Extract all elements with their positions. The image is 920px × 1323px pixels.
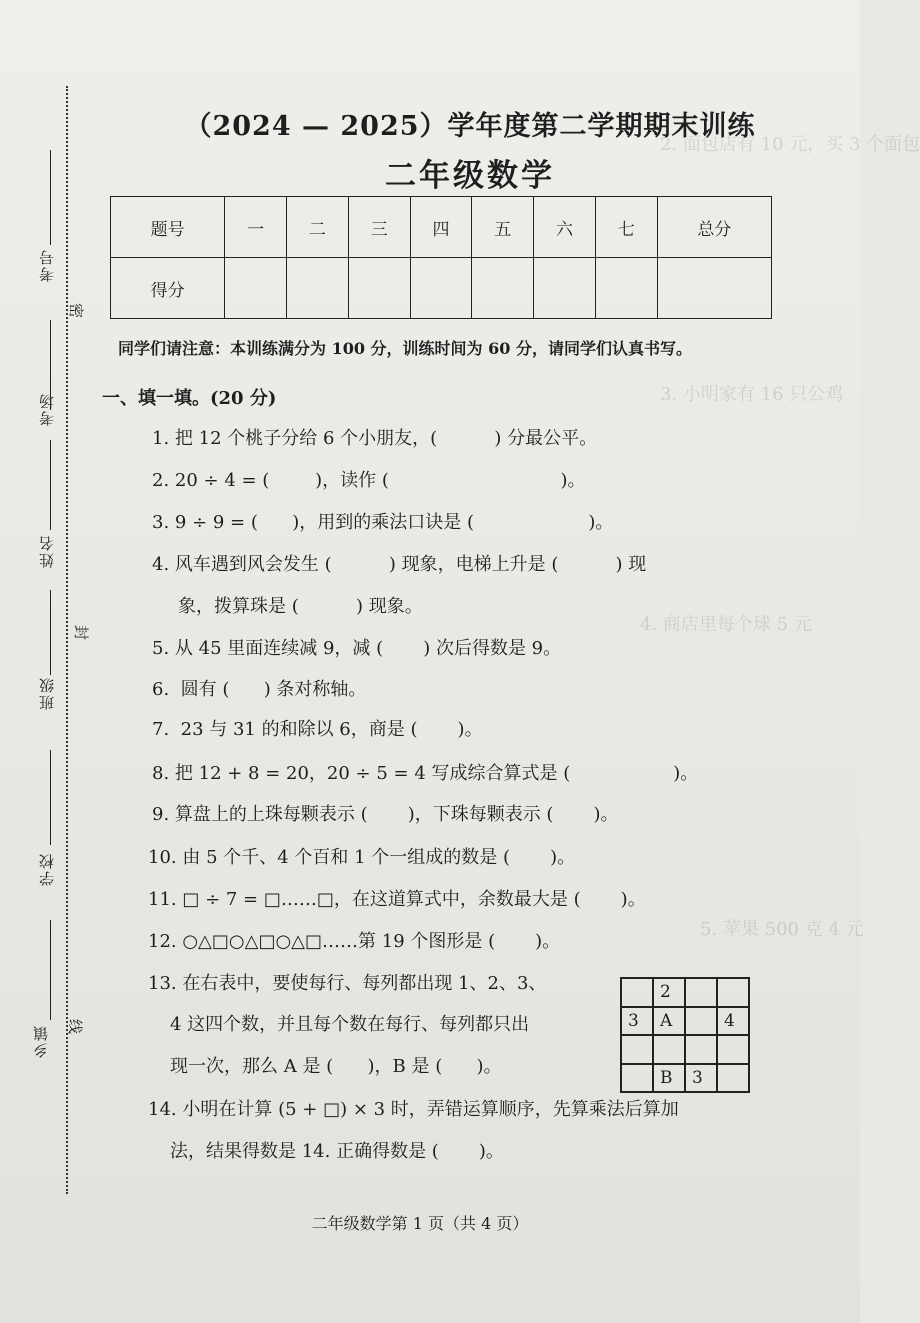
table-cell: 六 (534, 197, 596, 258)
question-14-line-2: 法，结果得数是 14. 正确得数是 ( )。 (170, 1141, 504, 1162)
grid-cell: 3 (621, 1007, 653, 1036)
question-14-line-1: 14. 小明在计算 (5 + □) × 3 时，弄错运算顺序，先算乘法后算加 (148, 1099, 679, 1120)
name-label: 姓名 (38, 534, 56, 568)
score-entry-cell[interactable] (595, 258, 657, 319)
exam-number-line (50, 150, 51, 245)
table-cell: 三 (348, 197, 410, 258)
grid-cell (621, 978, 653, 1007)
page-footer: 二年级数学第 1 页（共 4 页） (311, 1214, 529, 1233)
seal-feng: 封 (72, 624, 91, 641)
question-13-line-1: 13. 在右表中，要使每行、每列都出现 1、2、3、 (148, 973, 547, 994)
grid-cell: 3 (685, 1064, 717, 1093)
bleed-through: 3. 小明家有 16 只公鸡 (660, 384, 844, 405)
class-line (50, 590, 51, 675)
table-cell: 题号 (111, 197, 225, 258)
class-label: 班级 (38, 676, 56, 710)
table-cell: 总分 (657, 197, 771, 258)
question-12: 12. ○△□○△□○△□……第 19 个图形是 ( )。 (148, 931, 561, 952)
score-entry-cell[interactable] (287, 258, 349, 319)
grid-cell (653, 1035, 685, 1064)
grid-cell (717, 1064, 749, 1093)
question-1: 1. 把 12 个桃子分给 6 个小朋友，( ) 分最公平。 (152, 428, 598, 449)
grid-cell (685, 1035, 717, 1064)
question-13-line-2: 4 这四个数，并且每个数在每行、每列都只出 (170, 1014, 530, 1035)
score-entry-cell[interactable] (534, 258, 596, 319)
grid-cell (685, 978, 717, 1007)
grid-cell: 4 (717, 1007, 749, 1036)
township-line (50, 920, 51, 1020)
table-cell: 二 (287, 197, 349, 258)
question-3: 3. 9 ÷ 9 = ( )，用到的乘法口诀是 ( )。 (152, 512, 614, 533)
question-5: 5. 从 45 里面连续减 9，减 ( ) 次后得数是 9。 (152, 638, 562, 659)
number-grid-puzzle (620, 977, 750, 1093)
school-label: 学校 (38, 852, 56, 886)
table-cell: 得分 (111, 258, 225, 319)
score-entry-cell[interactable] (657, 258, 771, 319)
township-label: 乡镇 (32, 1024, 50, 1058)
question-13-line-3: 现一次，那么 A 是 ( )，B 是 ( )。 (170, 1056, 502, 1077)
table-cell: 五 (472, 197, 534, 258)
question-9: 9. 算盘上的上珠每颗表示 ( )，下珠每颗表示 ( )。 (152, 804, 619, 825)
grid-cell (621, 1064, 653, 1093)
score-table (110, 196, 772, 319)
score-entry-cell[interactable] (472, 258, 534, 319)
bleed-through: 4. 商店里每个球 5 元 (640, 614, 812, 635)
score-table-header-row (111, 197, 772, 258)
exam-notice: 同学们请注意：本训练满分为 100 分，训练时间为 60 分，请同学们认真书写。 (118, 339, 692, 358)
question-10: 10. 由 5 个千、4 个百和 1 个一组成的数是 ( )。 (148, 847, 576, 868)
score-entry-cell[interactable] (225, 258, 287, 319)
score-entry-cell[interactable] (410, 258, 472, 319)
question-2: 2. 20 ÷ 4 = ( )，读作 ( )。 (152, 470, 586, 491)
seal-xian: 线 (66, 1018, 85, 1035)
grid-cell: B (653, 1064, 685, 1093)
question-8: 8. 把 12 + 8 = 20，20 ÷ 5 = 4 写成综合算式是 ( )。 (152, 763, 699, 784)
grid-cell (621, 1035, 653, 1064)
question-11: 11. □ ÷ 7 = □……□，在这道算式中，余数最大是 ( )。 (148, 889, 646, 910)
question-6: 6. 圆有 ( ) 条对称轴。 (152, 679, 367, 700)
grid-cell: A (653, 1007, 685, 1036)
exam-title: （2024 — 2025）学年度第二学期期末训练 (184, 111, 756, 142)
name-line (50, 440, 51, 530)
bleed-through: 2. 面包店有 10 元，买 3 个面包 (660, 134, 920, 155)
question-7: 7. 23 与 31 的和除以 6，商是 ( )。 (152, 719, 483, 740)
table-cell: 一 (225, 197, 287, 258)
grid-cell (685, 1007, 717, 1036)
question-4-line-2: 象，拨算珠是 ( ) 现象。 (178, 596, 423, 617)
exam-number-label: 考号 (38, 248, 56, 282)
subject-title: 二年级数学 (385, 158, 555, 194)
section-1-title: 一、填一填。(20 分) (102, 388, 277, 409)
school-line (50, 750, 51, 845)
score-entry-cell[interactable] (348, 258, 410, 319)
bleed-through: 5. 苹果 500 克 4 元 (700, 919, 864, 940)
score-table-score-row (111, 258, 772, 319)
table-cell: 七 (595, 197, 657, 258)
seal-mi: 密 (67, 302, 86, 319)
grid-cell: 2 (653, 978, 685, 1007)
question-4-line-1: 4. 风车遇到风会发生 ( ) 现象，电梯上升是 ( ) 现 (152, 554, 647, 575)
exam-room-label: 考场 (38, 392, 56, 426)
grid-cell (717, 978, 749, 1007)
table-cell: 四 (410, 197, 472, 258)
grid-cell (717, 1035, 749, 1064)
